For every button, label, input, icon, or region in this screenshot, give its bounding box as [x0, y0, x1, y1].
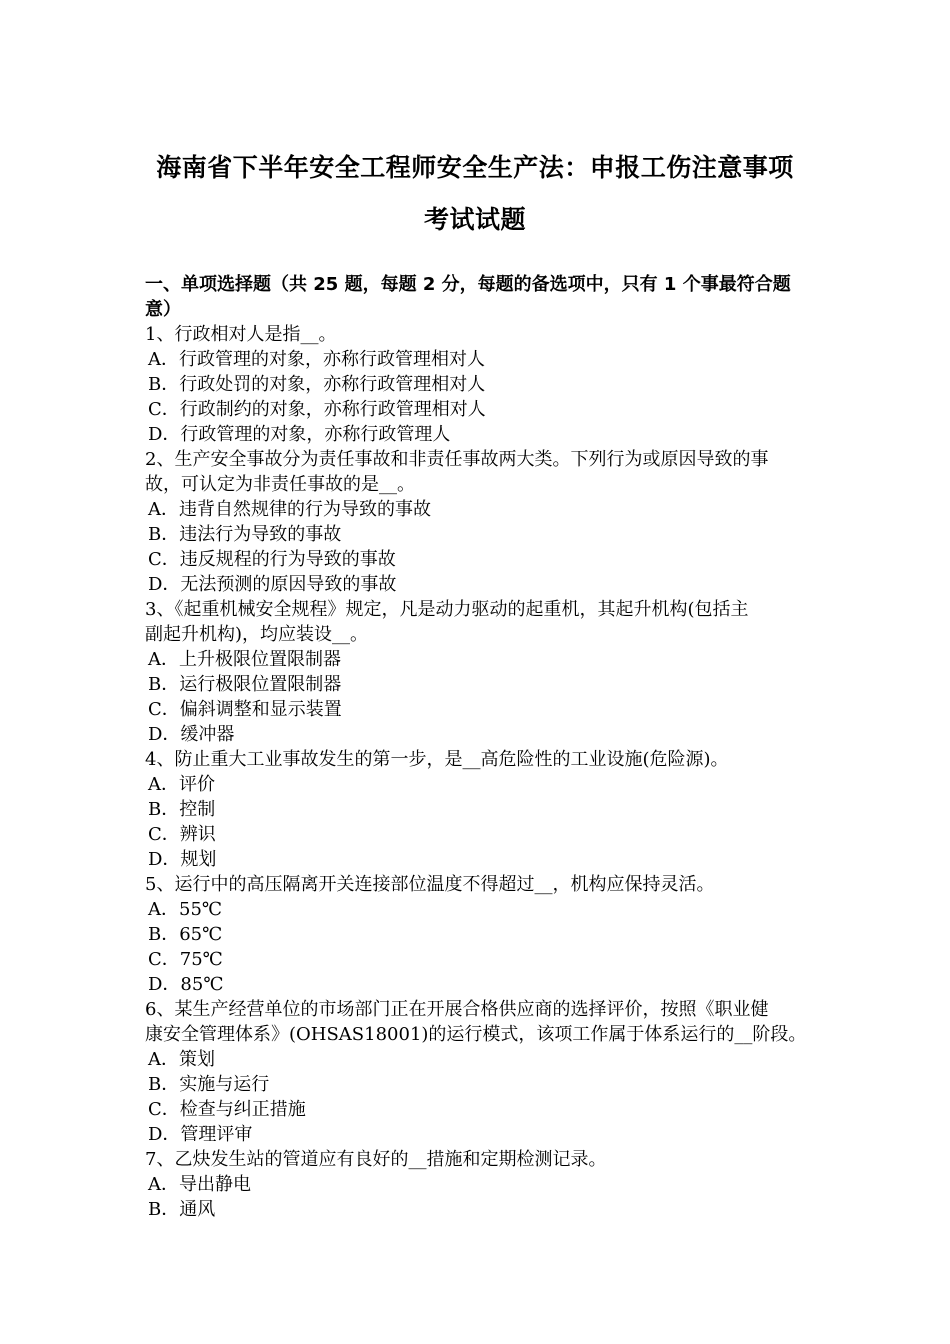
answer-option: D．行政管理的对象，亦称行政管理人 [148, 424, 451, 445]
answer-option: A．违背自然规律的行为导致的事故 [148, 499, 431, 520]
question-text: 5、运行中的高压隔离开关连接部位温度不得超过__，机构应保持灵活。 [145, 874, 715, 895]
section-heading-line2: 意） [145, 299, 181, 320]
question-text: 3、《起重机械安全规程》规定，凡是动力驱动的起重机，其起升机构(包括主 [145, 599, 749, 620]
answer-option: B．实施与运行 [148, 1074, 270, 1095]
question-text: 6、某生产经营单位的市场部门正在开展合格供应商的选择评价，按照《职业健 [145, 999, 769, 1020]
question-item [145, 597, 825, 747]
answer-option: C．检查与纠正措施 [148, 1099, 306, 1120]
answer-option: C．行政制约的对象，亦称行政管理相对人 [148, 399, 486, 420]
answer-option: A．55℃ [148, 899, 223, 920]
answer-option: D．85℃ [148, 974, 224, 995]
answer-option: D．管理评审 [148, 1124, 253, 1145]
answer-option: C．辨识 [148, 824, 216, 845]
question-item [145, 872, 825, 997]
question-text: 1、行政相对人是指__。 [145, 324, 337, 345]
answer-option: B．行政处罚的对象，亦称行政管理相对人 [148, 374, 486, 395]
section-heading-line1: 一、单项选择题（共 25 题，每题 2 分，每题的备选项中，只有 1 个事最符合题 [145, 274, 791, 295]
answer-option: C．偏斜调整和显示装置 [148, 699, 342, 720]
question-text: 故，可认定为非责任事故的是__。 [145, 474, 415, 495]
question-item [145, 447, 825, 597]
question-text: 副起升机构)，均应装设__。 [145, 624, 369, 645]
question-text: 4、防止重大工业事故发生的第一步，是__高危险性的工业设施(危险源)。 [145, 749, 729, 770]
answer-option: C．违反规程的行为导致的事故 [148, 549, 396, 570]
answer-option: D．无法预测的原因导致的事故 [148, 574, 397, 595]
question-text: 2、生产安全事故分为责任事故和非责任事故两大类。下列行为或原因导致的事 [145, 449, 769, 470]
question-item [145, 322, 825, 447]
question-item [145, 747, 825, 872]
question-item [145, 997, 825, 1147]
answer-option: B．65℃ [148, 924, 223, 945]
document-title-line1: 海南省下半年安全工程师安全生产法：申报工伤注意事项 [156, 153, 794, 182]
answer-option: B．通风 [148, 1199, 216, 1220]
question-list [145, 322, 825, 1222]
document-title-line2: 考试试题 [423, 205, 526, 234]
answer-option: B．违法行为导致的事故 [148, 524, 342, 545]
answer-option: A．评价 [148, 774, 215, 795]
section-heading [145, 272, 820, 322]
answer-option: D．规划 [148, 849, 217, 870]
answer-option: A．策划 [148, 1049, 215, 1070]
question-text: 7、乙炔发生站的管道应有良好的__措施和定期检测记录。 [145, 1149, 607, 1170]
answer-option: B．控制 [148, 799, 216, 820]
answer-option: A．上升极限位置限制器 [148, 649, 341, 670]
question-text: 康安全管理体系》(OHSAS18001)的运行模式，该项工作属于体系运行的__阶段。 [145, 1024, 807, 1045]
answer-option: B．运行极限位置限制器 [148, 674, 342, 695]
answer-option: A．导出静电 [148, 1174, 251, 1195]
answer-option: A．行政管理的对象，亦称行政管理相对人 [148, 349, 485, 370]
question-item [145, 1147, 825, 1222]
answer-option: D．缓冲器 [148, 724, 235, 745]
answer-option: C．75℃ [148, 949, 223, 970]
